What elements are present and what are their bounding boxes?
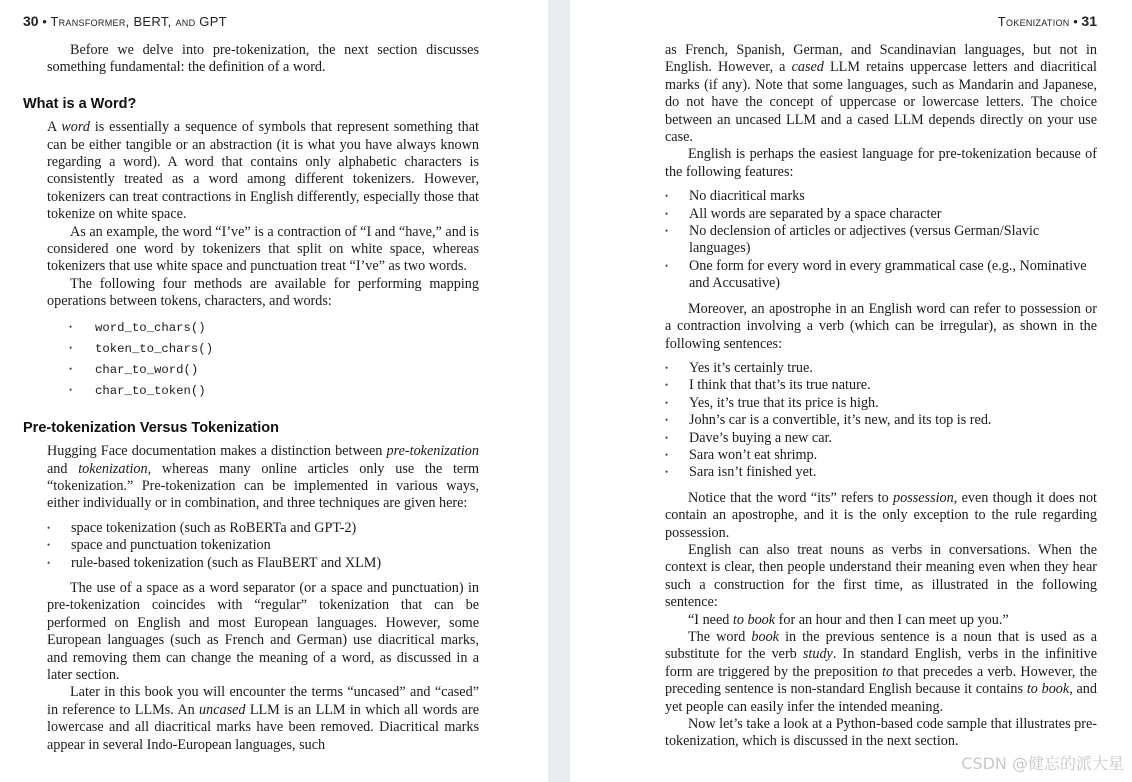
word-definition-paragraph: A word is essentially a sequence of symbols that represent something that can be either tangible or an abstraction (it is what you have always known regarding a word). A word that contains only alphabetic characters is consistently treated as a word among different tokenizers. However, tokenizers can treat contractions in English differently, especially those that tokenize on white space. [47, 119, 479, 223]
closing-paragraph: Now let’s take a look at a Python-based code sample that illustrates pre-tokenization, which is discussed in the next section. [665, 716, 1097, 750]
english-features-list [665, 188, 1097, 292]
list-item: • No declension of articles or adjectives (versus German/Slavic languages) [665, 223, 1097, 258]
english-features-intro: English is perhaps the easiest language for pre-tokenization because of the following features: [665, 146, 1097, 180]
list-item: • I think that that’s its true nature. [665, 377, 1097, 394]
cased-continuation-paragraph: as French, Spanish, German, and Scandinavian languages, but not in English. However, a cased LLM retains uppercase letters and diacritical marks (if any). Note that some languages, such as Mandarin and Japanese, do not have the concept of uppercase or lowercase letters. The choice between an uncased LLM and a cased LLM depends directly on your use case. [665, 42, 1097, 146]
list-item: • Dave’s buying a new car. [665, 430, 1097, 447]
intro-paragraph: Before we delve into pre-tokenization, the next section discusses something fundamental: the definition of a word. [47, 42, 479, 76]
list-item: • John’s car is a convertible, it’s new, and its top is red. [665, 412, 1097, 429]
right-running-header [998, 13, 1097, 29]
list-item: • space and punctuation tokenization [47, 537, 479, 554]
left-header-title: Transformer, BERT, and GPT [50, 14, 227, 29]
list-item: • Yes it’s certainly true. [665, 360, 1097, 377]
list-item: • char_to_token() [47, 380, 479, 401]
list-item: • Yes, it’s true that its price is high. [665, 395, 1097, 412]
right-page-number: 31 [1081, 13, 1097, 29]
left-running-header [23, 13, 227, 29]
list-item: • All words are separated by a space character [665, 206, 1097, 223]
mapping-methods-list [47, 317, 479, 401]
section-heading-pretokenization: Pre-tokenization Versus Tokenization [23, 419, 279, 436]
example-sentences-list [665, 360, 1097, 482]
pretokenization-paragraph: Hugging Face documentation makes a distinction between pre-tokenization and tokenization, whereas many online articles only use the term “tokenization.” Pre-tokenization can be implemented in various ways, either individually or in combination, and three techniques are given here: [47, 443, 479, 512]
its-possession-paragraph: Notice that the word “its” refers to possession, even though it does not contain an apostrophe, and it is the only exception to the rule regarding possession. [665, 489, 1098, 541]
book-explanation-paragraph: The word book in the previous sentence is a noun that is used as a substitute for the verb study. In standard English, verbs in the infinitive form are triggered by the preposition to that precedes a verb. However, the preceding sentence is non-standard English because it contains to book, and yet people can easily infer the intended meaning. [665, 629, 1098, 715]
list-item: • rule-based tokenization (such as FlauBERT and XLM) [47, 555, 479, 572]
section-heading-what-is-a-word: What is a Word? [23, 95, 137, 112]
left-text-column [23, 42, 479, 754]
example-quote: “I need to book for an hour and then I can meet up you.” [688, 611, 1009, 628]
list-item: • No diacritical marks [665, 188, 1097, 205]
contraction-example-paragraph: As an example, the word “I’ve” is a contraction of “I and “have,” and is considered one word by tokenizers that split on white space, whereas tokenizers that use white space and punctuation treat “I’ve” as two words. [47, 223, 479, 275]
techniques-list [47, 520, 479, 572]
list-item: • char_to_word() [47, 359, 479, 380]
page-gutter [548, 0, 570, 782]
right-text-column [665, 42, 1097, 751]
list-item: • space tokenization (such as RoBERTa and GPT-2) [47, 520, 479, 537]
apostrophe-paragraph: Moreover, an apostrophe in an English word can refer to possession or a contraction involving a verb (which can be irregular), as shown in the following sentences: [665, 300, 1097, 352]
word-separator-paragraph: The use of a space as a word separator (or a space and punctuation) in pre-tokenization coincides with “regular” tokenization that can be performed on English and most European languages. However, some European languages (such as French and German) use diacritical marks, and removing them can change the meaning of a word, as discussed in a later section. [47, 579, 479, 683]
left-header-separator: • [42, 14, 47, 29]
left-page-number: 30 [23, 13, 39, 29]
list-item: • One form for every word in every grammatical case (e.g., Nominative and Accusative) [665, 258, 1097, 293]
list-item: • token_to_chars() [47, 338, 479, 359]
uncased-cased-paragraph: Later in this book you will encounter the terms “uncased” and “cased” in reference to LLMs. An uncased LLM is an LLM in which all words are lowercase and all diacritical marks have been removed. Diacritical marks appear in several Indo-European languages, such [47, 684, 479, 753]
right-header-separator: • [1073, 14, 1078, 29]
right-header-title: Tokenization [997, 14, 1070, 29]
list-item: • Sara won’t eat shrimp. [665, 447, 1097, 464]
csdn-watermark: CSDN @健忘的派大星 [961, 754, 1124, 773]
left-page [0, 0, 548, 782]
list-item: • Sara isn’t finished yet. [665, 464, 1097, 481]
mapping-methods-intro: The following four methods are available for performing mapping operations between tokens, characters, and words: [47, 275, 479, 310]
nouns-as-verbs-paragraph: English can also treat nouns as verbs in conversations. When the context is clear, then people understand their meaning even when they hear such a construction for the first time, as illustrated in the following sentence: [665, 541, 1097, 611]
list-item: • word_to_chars() [47, 317, 479, 338]
right-page [570, 0, 1132, 782]
